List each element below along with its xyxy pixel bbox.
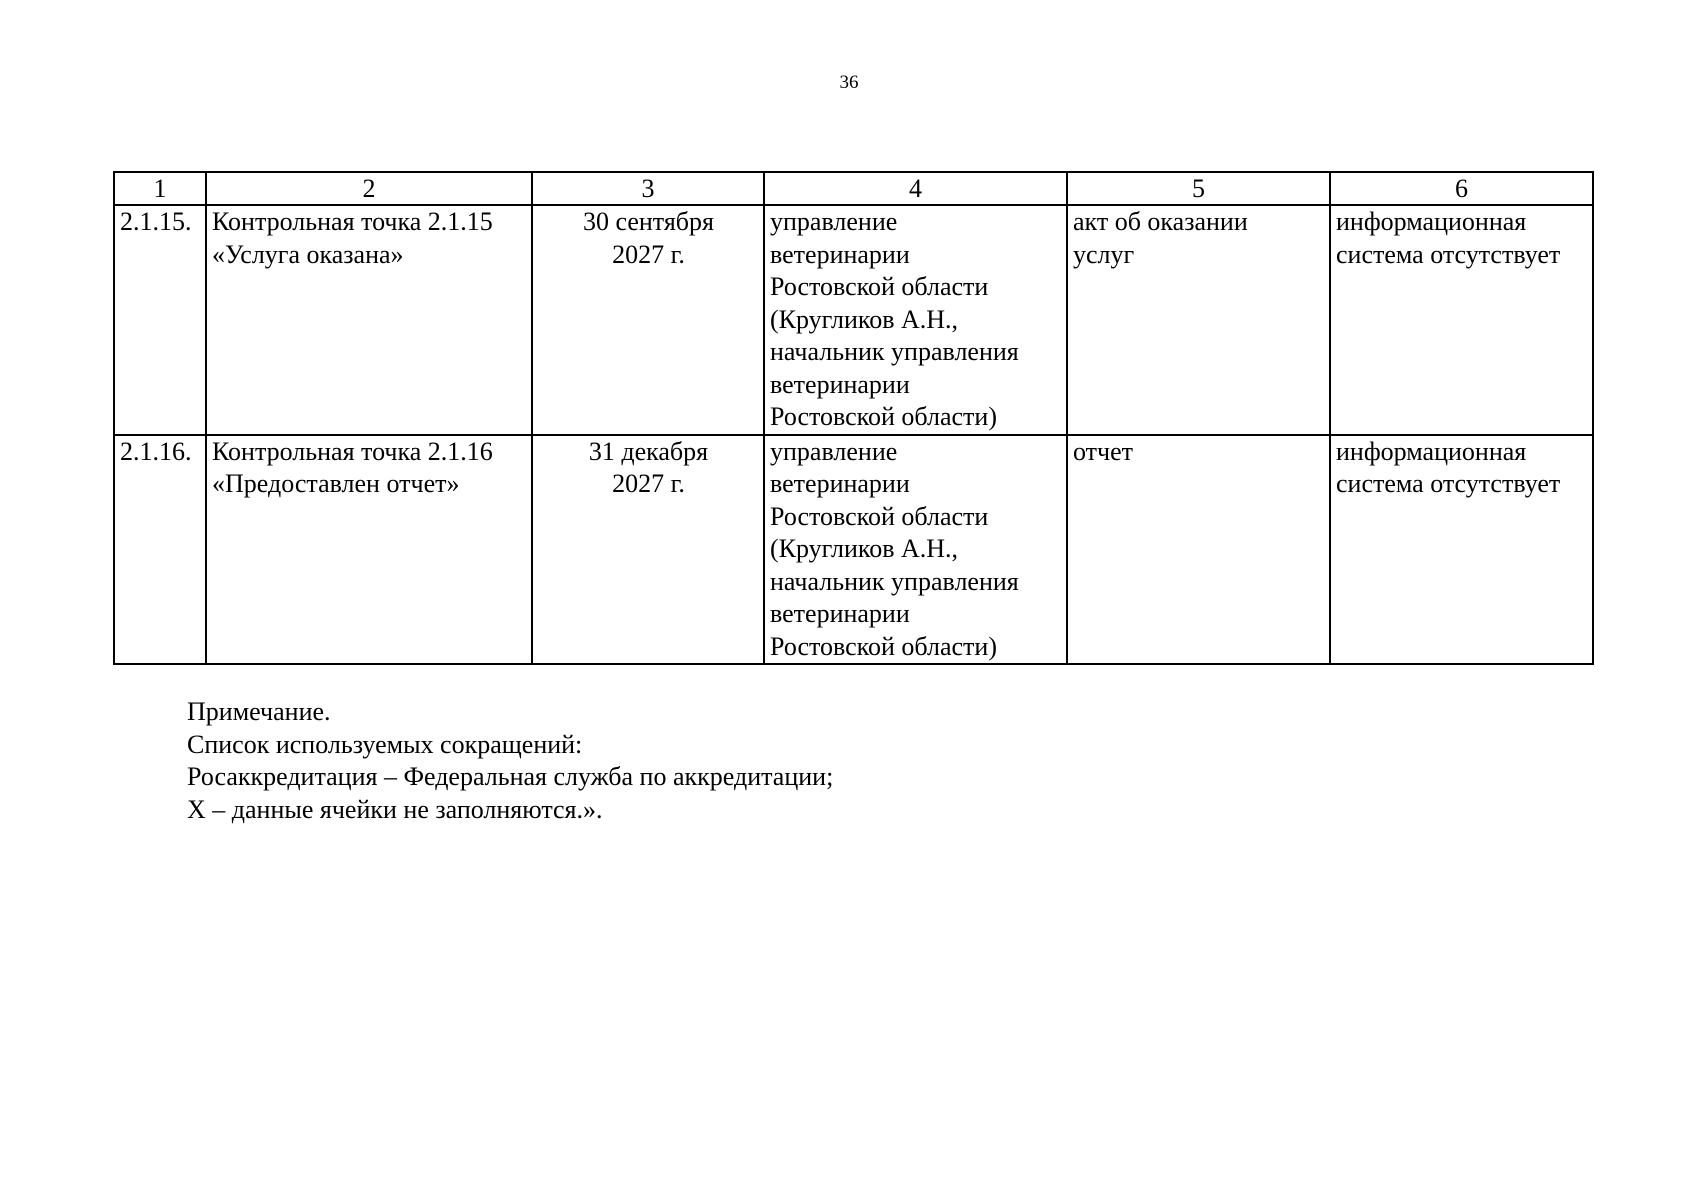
information-system-line: информационная xyxy=(1336,207,1527,236)
responsible-cell xyxy=(764,435,1067,665)
document-type-line: отчет xyxy=(1073,436,1133,466)
information-system-line: система отсутствует xyxy=(1336,469,1561,498)
responsible-line: ветеринарии xyxy=(770,369,910,399)
column-header-1: 1 xyxy=(114,172,206,205)
document-type-cell xyxy=(1067,435,1330,665)
deadline-cell xyxy=(532,435,764,665)
information-system-line: система отсутствует xyxy=(1336,239,1561,269)
responsible-line: управление xyxy=(770,207,898,236)
deadline-day-month: 30 сентября xyxy=(583,207,714,236)
row-number-cell: 2.1.15. xyxy=(114,205,206,435)
control-point-subtitle: «Предоставлен отчет» xyxy=(212,469,460,498)
deadline-cell xyxy=(532,205,764,435)
responsible-line: (Кругликов А.Н., xyxy=(770,534,959,563)
responsible-line: ветеринарии xyxy=(770,469,910,498)
table-row xyxy=(114,435,1593,665)
information-system-cell xyxy=(1330,435,1593,665)
information-system-cell xyxy=(1330,205,1593,435)
control-point-subtitle: «Услуга оказана» xyxy=(212,239,404,269)
responsible-line: ветеринарии xyxy=(770,239,910,269)
column-header-5: 5 xyxy=(1067,172,1330,205)
responsible-line: начальник управления xyxy=(770,337,1019,366)
control-point-name-cell xyxy=(206,435,532,665)
responsible-line: Ростовской области xyxy=(770,272,989,301)
control-point-title: Контрольная точка 2.1.15 xyxy=(212,207,493,236)
note-line: Список используемых сокращений: xyxy=(187,729,583,759)
note-title: Примечание. xyxy=(187,697,331,726)
row-number-cell: 2.1.16. xyxy=(114,435,206,665)
deadline-day-month: 31 декабря xyxy=(588,436,709,466)
control-point-name-cell xyxy=(206,205,532,435)
note-line: Х – данные ячейки не заполняются.». xyxy=(187,794,603,824)
responsible-line: (Кругликов А.Н., xyxy=(770,304,959,334)
document-type-line: услуг xyxy=(1073,239,1135,269)
responsible-line: управление xyxy=(770,436,898,466)
responsible-line: ветеринарии xyxy=(770,599,910,628)
page-number: 36 xyxy=(839,72,859,93)
responsible-line: Ростовской области) xyxy=(770,631,997,661)
control-point-title: Контрольная точка 2.1.16 xyxy=(212,436,493,466)
control-points-table xyxy=(113,171,1594,665)
document-type-cell xyxy=(1067,205,1330,435)
column-header-3: 3 xyxy=(532,172,764,205)
responsible-line: Ростовской области) xyxy=(770,402,997,431)
column-header-2: 2 xyxy=(206,172,532,205)
responsible-line: начальник управления xyxy=(770,566,1019,596)
deadline-year: 2027 г. xyxy=(612,469,685,498)
column-header-6: 6 xyxy=(1330,172,1593,205)
deadline-year: 2027 г. xyxy=(612,239,685,269)
table-row xyxy=(114,205,1593,435)
responsible-line: Ростовской области xyxy=(770,501,989,531)
note-block xyxy=(187,696,833,826)
note-line: Росаккредитация – Федеральная служба по аккредитации; xyxy=(187,762,834,791)
table-header-row xyxy=(114,172,1593,205)
information-system-line: информационная xyxy=(1336,436,1527,466)
document-type-line: акт об оказании xyxy=(1073,207,1248,236)
responsible-cell xyxy=(764,205,1067,435)
column-header-4: 4 xyxy=(764,172,1067,205)
